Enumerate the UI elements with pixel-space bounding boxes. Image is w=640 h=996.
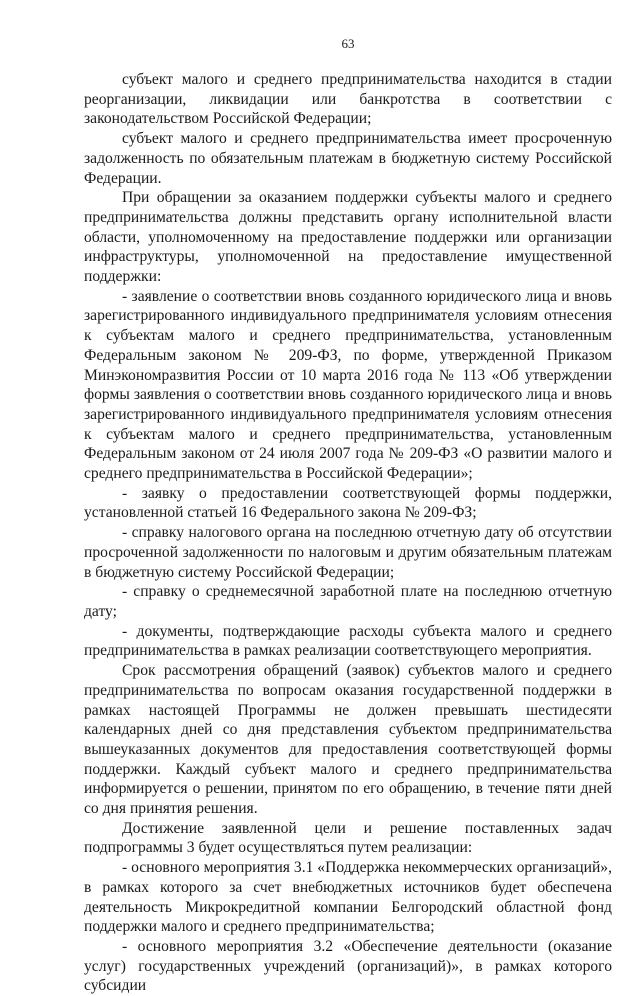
paragraph-application-requirements: При обращении за оказанием поддержки субъекты малого и среднего предпринимательства должны представить органу исполнительной власти области, уполномоченному на предоставление поддержки или организации инфраструктуры, уполномоченной на предоставление имущественной поддержки: [84, 189, 612, 286]
list-item-conformity-statement: - заявление о соответствии вновь созданного юридического лица и вновь зарегистрированного индивидуального предпринимателя условиям отнесения к субъектам малого и среднего предпринимательства, установленным Федеральным законом № 209-ФЗ, по форме, утвержденной Приказом Минэкономразвития России от 10 марта 2016 года № 113 «Об утверждении формы заявления о соответствии вновь созданного юридического лица и вновь зарегистрированного индивидуального предпринимателя условиям отнесения к субъектам малого и среднего предпринимательства, установленным Федеральным законом от 24 июля 2007 года № 209-ФЗ «О развитии малого и среднего предпринимательства в Российской Федерации»; [84, 287, 612, 483]
paragraph-reorganization: субъект малого и среднего предпринимательства находится в стадии реорганизации, ликвидации или банкротства в соответствии с законодательством Российской Федерации; [84, 71, 612, 128]
list-item-measure-3-1: - основного мероприятия 3.1 «Поддержка некоммерческих организаций», в рамках которого за счет внебюджетных источников будет обеспечена деятельность Микрокредитной компании Белгородский областной фонд поддержки малого и среднего предпринимательства; [84, 859, 612, 936]
document-page [84, 36, 612, 996]
paragraph-goal-achievement: Достижение заявленной цели и решение поставленных задач подпрограммы 3 будет осуществляться путем реализации: [84, 819, 612, 857]
paragraph-overdue-debt: субъект малого и среднего предпринимательства имеет просроченную задолженность по обязательным платежам в бюджетную систему Российской Федерации. [84, 130, 612, 187]
list-item-expense-documents: - документы, подтверждающие расходы субъекта малого и среднего предпринимательства в рамках реализации соответствующего мероприятия. [84, 622, 612, 660]
list-item-measure-3-2: - основного мероприятия 3.2 «Обеспечение деятельности (оказание услуг) государственных учреждений (организаций)», в рамках которого субсидии [84, 937, 612, 995]
list-item-support-application: - заявку о предоставлении соответствующей формы поддержки, установленной статьей 16 Федерального закона № 209-ФЗ; [84, 484, 612, 522]
page-number: 63 [341, 36, 355, 51]
paragraph-review-period: Срок рассмотрения обращений (заявок) субъектов малого и среднего предпринимательства по вопросам оказания государственной поддержки в рамках настоящей Программы не должен превышать шестидесяти календарных дней со дня представления субъектом предпринимательства вышеуказанных документов для предоставления соответствующей формы поддержки. Каждый субъект малого и среднего предпринимательства информируется о решении, принятом по его обращению, в течение пяти дней со дня принятия решения. [84, 662, 612, 818]
list-item-salary-certificate: - справку о среднемесячной заработной плате на последнюю отчетную дату; [84, 583, 612, 620]
list-item-tax-certificate: - справку налогового органа на последнюю отчетную дату об отсутствии просроченной задолженности по налоговым и другим обязательным платежам в бюджетную систему Российской Федерации; [84, 524, 612, 581]
